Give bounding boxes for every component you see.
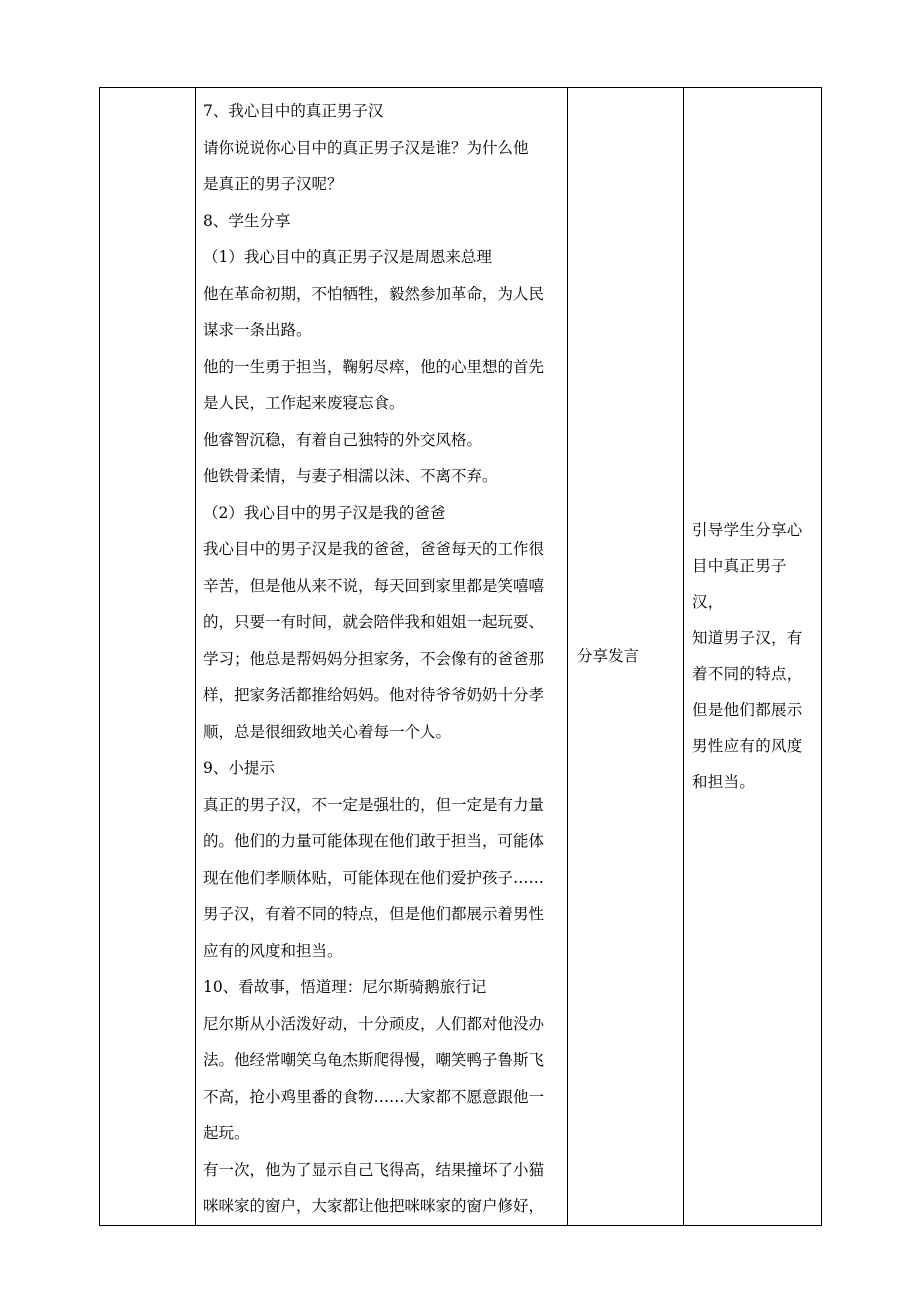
intent-line: 引导学生分享心 (692, 521, 803, 540)
content-line: 他在革命初期，不怕牺牲，毅然参加革命，为人民 (203, 284, 545, 303)
content-line: 他的一生勇于担当，鞠躬尽瘁，他的心里想的首先 (203, 357, 545, 376)
stage-cell (100, 88, 196, 1226)
content-line: 8、学生分享 (203, 211, 291, 230)
content-line: （2）我心目中的男子汉是我的爸爸 (203, 503, 446, 522)
content-line: 起玩。 (203, 1124, 250, 1142)
content-line: 是真正的男子汉呢？ (203, 175, 343, 193)
content-line: （1）我心目中的真正男子汉是周恩来总理 (203, 248, 492, 266)
content-line: 辛苦，但是他从来不说，每天回到家里都是笑嘻嘻 (203, 576, 545, 595)
intent-line: 着不同的特点， (692, 665, 803, 684)
activity-cell (568, 88, 684, 1226)
intent-text (684, 512, 821, 800)
content-cell (196, 88, 568, 1226)
content-line: 法。他经常嘲笑乌龟杰斯爬得慢，嘲笑鸭子鲁斯飞 (203, 1051, 545, 1069)
content-line: 是人民，工作起来废寝忘食。 (203, 394, 405, 412)
content-line: 咪咪家的窗户，大家都让他把咪咪家的窗户修好， (203, 1197, 545, 1215)
content-line: 男子汉，有着不同的特点，但是他们都展示着男性 (203, 905, 545, 923)
content-line: 应有的风度和担当。 (203, 941, 343, 960)
intent-line: 知道男子汉，有 (692, 629, 803, 648)
intent-line: 目中真正男子汉， (692, 557, 787, 612)
intent-line: 男性应有的风度 (692, 737, 803, 756)
content-line: 顺，总是很细致地关心着每一个人。 (203, 722, 452, 741)
lesson-plan-table (99, 87, 822, 1226)
content-line: 我心目中的男子汉是我的爸爸，爸爸每天的工作很 (203, 540, 545, 558)
content-line: 他睿智沉稳，有着自己独特的外交风格。 (203, 430, 483, 449)
content-line: 10、看故事，悟道理：尼尔斯骑鹅旅行记 (203, 978, 487, 996)
content-line: 尼尔斯从小活泼好动，十分顽皮，人们都对他没办 (203, 1014, 545, 1033)
content-line: 真正的男子汉，不一定是强壮的，但一定是有力量 (203, 795, 545, 814)
intent-cell (684, 88, 822, 1226)
intent-line: 但是他们都展示 (692, 701, 803, 720)
content-line: 请你说说你心目中的真正男子汉是谁？为什么他 (203, 138, 529, 157)
content-line: 的，只要一有时间，就会陪伴我和姐姐一起玩耍、 (203, 613, 545, 631)
content-text (196, 88, 567, 1225)
content-line: 的。他们的力量可能体现在他们敢于担当，可能体 (203, 832, 545, 850)
content-line: 9、小提示 (203, 759, 275, 777)
content-line: 学习；他总是帮妈妈分担家务，不会像有的爸爸那 (203, 649, 545, 668)
content-line: 谋求一条出路。 (203, 321, 312, 339)
table-row (100, 88, 822, 1226)
content-line: 7、我心目中的真正男子汉 (203, 102, 384, 120)
content-line: 不高，抢小鸡里番的食物……大家都不愿意跟他一 (203, 1087, 545, 1106)
content-line: 他铁骨柔情，与妻子相濡以沫、不离不弃。 (203, 467, 498, 485)
content-line: 有一次，他为了显示自己飞得高，结果撞坏了小猫 (203, 1160, 545, 1179)
content-line: 现在他们孝顺体贴，可能体现在他们爱护孩子…… (203, 868, 545, 887)
content-line: 样，把家务活都推给妈妈。他对待爷爷奶奶十分孝 (203, 686, 545, 704)
intent-line: 和担当。 (692, 773, 756, 792)
activity-text: 分享发言 (577, 647, 640, 666)
